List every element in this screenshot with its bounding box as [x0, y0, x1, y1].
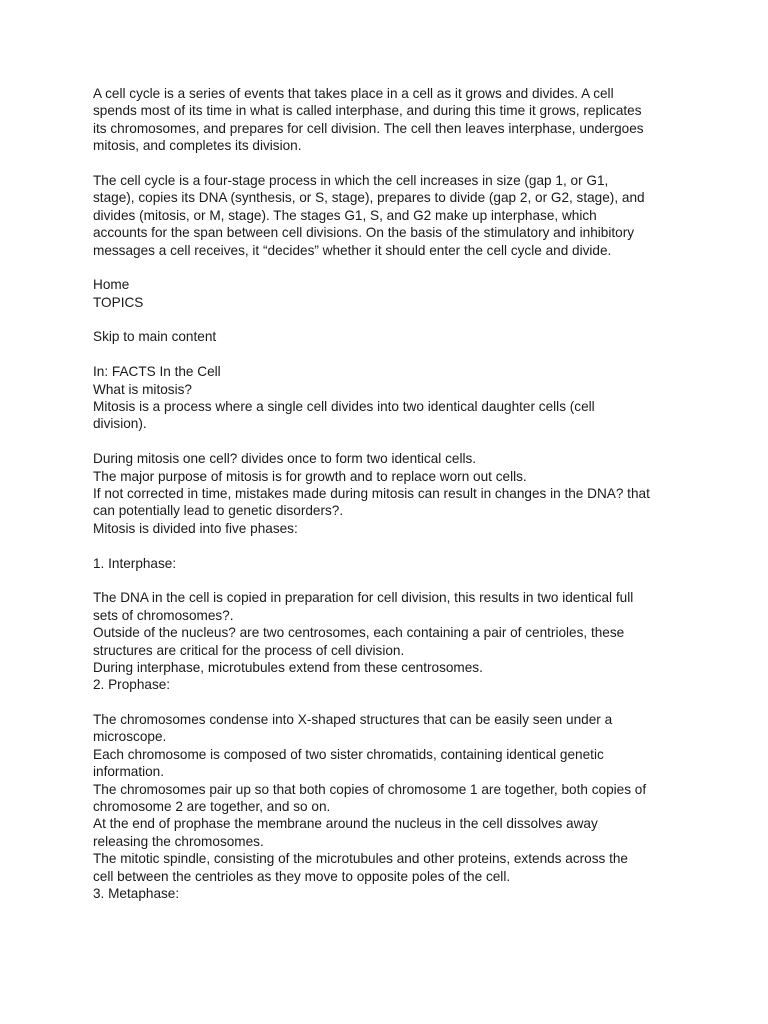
paragraph	[93, 172, 683, 259]
text-line: The cell cycle is a four-stage process in which the cell increases in size (gap 1, or G1,	[93, 172, 609, 188]
text-line: chromosome 2 are together, and so on.	[93, 799, 331, 815]
paragraph-gap	[93, 537, 683, 554]
text-line: Each chromosome is composed of two sister chromatids, containing identical genetic	[93, 746, 604, 762]
text-line: During interphase, microtubules extend from these centrosomes.	[93, 659, 483, 675]
text-line: TOPICS	[93, 294, 144, 310]
text-line: A cell cycle is a series of events that takes place in a cell as it grows and divides. A cell	[93, 86, 614, 101]
text-line: 1. Interphase:	[93, 555, 177, 571]
text-line: accounts for the span between cell divisions. On the basis of the stimulatory and inhibitory	[93, 225, 635, 241]
paragraph	[93, 589, 683, 693]
text-line: sets of chromosomes?.	[93, 607, 234, 623]
text-line: stage), copies its DNA (synthesis, or S, stage), prepares to divide (gap 2, or G2, stage), and	[93, 190, 645, 206]
paragraph	[93, 276, 683, 311]
text-line: structures are critical for the process of cell division.	[93, 642, 405, 658]
paragraph	[93, 328, 683, 345]
text-line: The mitotic spindle, consisting of the microtubules and other proteins, extends across the	[93, 851, 628, 867]
paragraph	[93, 711, 683, 902]
text-line: spends most of its time in what is called interphase, and during this time it grows, replicates	[93, 103, 642, 119]
text-line: At the end of prophase the membrane around the nucleus in the cell dissolves away	[93, 816, 598, 832]
paragraph	[93, 85, 683, 155]
text-line: Mitosis is a process where a single cell divides into two identical daughter cells (cell	[93, 399, 595, 415]
text-line: Outside of the nucleus? are two centrosomes, each containing a pair of centrioles, these	[93, 625, 625, 641]
text-line: The major purpose of mitosis is for growth and to replace worn out cells.	[93, 468, 527, 484]
text-line: The DNA in the cell is copied in preparation for cell division, this results in two identical full	[93, 590, 634, 606]
paragraph-gap	[93, 433, 683, 450]
text-line: What is mitosis?	[93, 381, 192, 397]
text-line: division).	[93, 416, 147, 432]
text-line: The chromosomes condense into X-shaped structures that can be easily seen under a	[93, 712, 613, 728]
text-line: 2. Prophase:	[93, 677, 171, 693]
text-line: releasing the chromosomes.	[93, 833, 264, 849]
text-line: its chromosomes, and prepares for cell division. The cell then leaves interphase, undergoes	[93, 120, 644, 136]
text-line: messages a cell receives, it “decides” whether it should enter the cell cycle and divide.	[93, 242, 612, 258]
text-line: The chromosomes pair up so that both copies of chromosome 1 are together, both copies of	[93, 781, 647, 797]
text-line: If not corrected in time, mistakes made during mitosis can result in changes in the DNA? that	[93, 485, 650, 501]
paragraph-gap	[93, 572, 683, 589]
text-line: microscope.	[93, 729, 167, 745]
text-line: In: FACTS In the Cell	[93, 364, 221, 380]
paragraph-gap	[93, 311, 683, 328]
text-line: During mitosis one cell? divides once to form two identical cells.	[93, 451, 477, 467]
paragraph-gap	[93, 259, 683, 276]
document-page	[93, 85, 683, 902]
paragraph-gap	[93, 694, 683, 711]
paragraph	[93, 363, 683, 433]
text-line: Skip to main content	[93, 329, 217, 345]
text-line: Mitosis is divided into five phases:	[93, 520, 298, 536]
paragraph-gap	[93, 346, 683, 363]
paragraph-gap	[93, 155, 683, 172]
paragraph	[93, 450, 683, 537]
text-line: mitosis, and completes its division.	[93, 138, 302, 154]
text-line: 3. Metaphase:	[93, 885, 180, 901]
text-line: divides (mitosis, or M, stage). The stages G1, S, and G2 make up interphase, which	[93, 207, 597, 223]
text-line: cell between the centrioles as they move to opposite poles of the cell.	[93, 868, 511, 884]
text-line: can potentially lead to genetic disorders?.	[93, 503, 344, 519]
text-line: Home	[93, 277, 130, 293]
text-line: information.	[93, 764, 165, 780]
paragraph	[93, 555, 683, 572]
